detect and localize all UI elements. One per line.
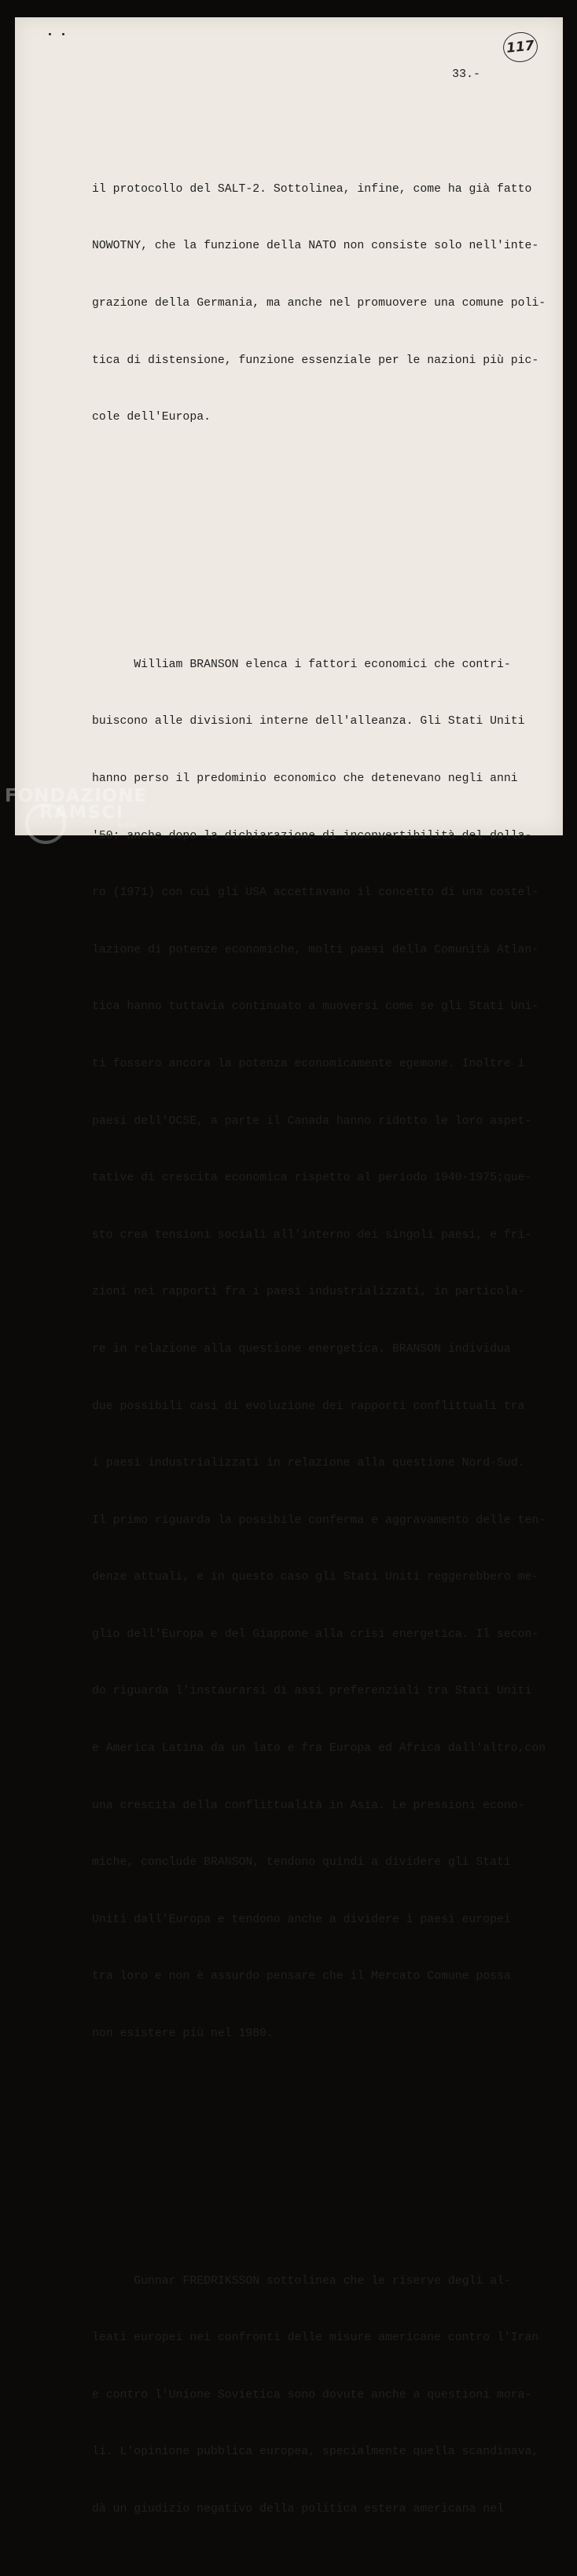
text-line: NOWOTNY, che la funzione della NATO non consiste solo nell'inte- bbox=[92, 240, 539, 253]
watermark-sub: onlus bbox=[118, 822, 138, 830]
text-line: William BRANSON elenca i fattori economici che contri- bbox=[92, 658, 511, 671]
text-line: i paesi industrializzati in relazione alla questione Nord-Sud. bbox=[92, 1457, 525, 1470]
text-line: una crescita della conflittualità in Asia. Le pressioni econo- bbox=[92, 1799, 525, 1812]
text-line: ro (1971) con cui gli USA accettavano il concetto di una costel- bbox=[92, 886, 539, 900]
text-line: denze attuali, e in questo caso gli Stati Uniti reggerebbero me- bbox=[92, 1571, 539, 1584]
text-line: grazione della Germania, ma anche nel promuovere una comune poli- bbox=[92, 297, 546, 310]
watermark-line2-text: RAMSCI bbox=[39, 803, 125, 823]
body-text bbox=[92, 104, 546, 2576]
folio-stamp: 117 bbox=[502, 31, 539, 64]
watermark-line2 bbox=[24, 803, 124, 823]
text-line: Gunnar FREDRIKSSON sottolinea che le riserve degli al- bbox=[92, 2274, 511, 2288]
text-line: paesi dell'OCSE, a parte il Canada hanno ridotto le loro aspet- bbox=[92, 1114, 532, 1128]
text-line: non esistere più nel 1980. bbox=[92, 2027, 274, 2041]
text-line: hanno perso il predominio economico che detenevano negli anni bbox=[92, 772, 518, 785]
watermark-line1: FONDAZIONE bbox=[5, 786, 148, 806]
text-line: tica hanno tuttavia continuato a muoversi come se gli Stati Uni- bbox=[92, 1000, 539, 1014]
text-line: li. L'opinione pubblica europea, specialmente quella scandinava, bbox=[92, 2446, 539, 2459]
text-line: il protocollo del SALT-2. Sottolinea, infine, come ha già fatto bbox=[92, 182, 532, 196]
text-line: Il primo riguarda la possibile conferma e aggravamento delle ten- bbox=[92, 1514, 546, 1527]
paragraph bbox=[92, 141, 546, 464]
text-line: zioni nei rapporti fra i paesi industrializzati, in particola- bbox=[92, 1286, 525, 1299]
text-line: tative di crescita economica rispetto al periodo 1940-1975;que- bbox=[92, 1172, 532, 1185]
paragraph bbox=[92, 617, 546, 2081]
punch-mark bbox=[49, 33, 51, 35]
text-line: tra loro e non è assurdo pensare che il Mercato Comune possa bbox=[92, 1970, 511, 1983]
punch-mark bbox=[62, 33, 64, 35]
text-line: Uniti dall'Europa e tendono anche a dividere i paesi europei bbox=[92, 1913, 511, 1926]
text-line: '50: anche dopo la dichiarazione di inconvertibilità del dolla- bbox=[92, 829, 532, 842]
page-number: 33.- bbox=[452, 68, 481, 81]
text-line: e contro l'Unione Sovietica sono dovute anche a questioni mora- bbox=[92, 2388, 532, 2402]
text-line: dà un giudizio negativo della politica estera americana nel bbox=[92, 2503, 504, 2515]
text-line: ti fossero ancora la potenza economicamente egemone. Inoltre i bbox=[92, 1057, 525, 1070]
text-line: glio dell'Europa e del Giappone alla crisi energetica. Il secon- bbox=[92, 1627, 539, 1641]
text-line: due possibili casi di evoluzione dei rapporti conflittuali tra bbox=[92, 1400, 525, 1413]
text-line: re in relazione alla questione energetica. BRANSON individua bbox=[92, 1342, 511, 1356]
text-line: sto crea tensioni sociali all'interno dei singoli paesi, e fri- bbox=[92, 1228, 532, 1242]
text-line: leati europei nei confronti delle misure americane contro l'Iran bbox=[92, 2332, 539, 2345]
text-line: lazione di potenze economiche, molti paesi della Comunità Atlan- bbox=[92, 943, 539, 956]
text-line: miche, conclude BRANSON, tendono quindi a dividere gli Stati bbox=[92, 1856, 511, 1870]
text-line: do riguarda l'instaurarsi di assi preferenziali tra Stati Uniti bbox=[92, 1685, 532, 1698]
text-line: buiscono alle divisioni interne dell'alleanza. Gli Stati Uniti bbox=[92, 715, 525, 728]
text-line: e America Latina da un lato e fra Europa ed Africa dall'altro,con bbox=[92, 1742, 546, 1756]
text-line: cole dell'Europa. bbox=[92, 411, 211, 424]
paragraph bbox=[92, 2233, 539, 2556]
text-line: tica di distensione, funzione essenziale per le nazioni più pic- bbox=[92, 354, 539, 367]
